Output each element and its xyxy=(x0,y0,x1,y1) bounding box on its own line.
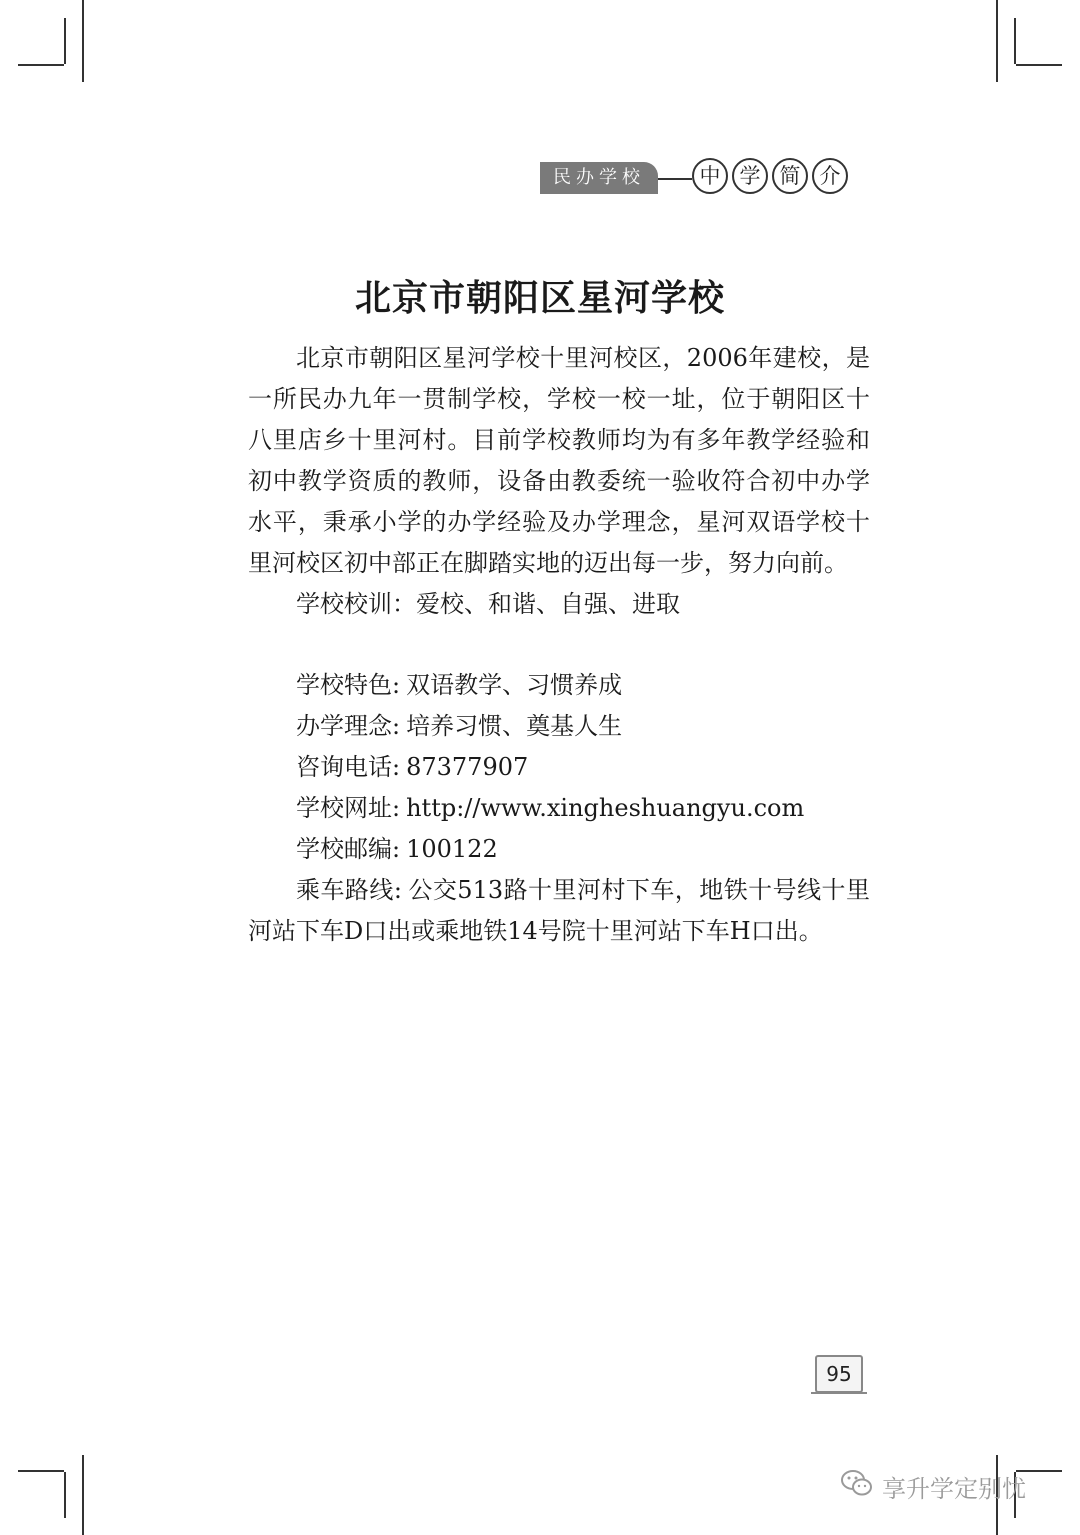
header-circle-char: 中 xyxy=(692,158,728,194)
info-label: 学校网址: xyxy=(296,794,401,822)
crop-mark-tl-v xyxy=(82,0,84,82)
info-label: 学校特色: xyxy=(296,671,401,699)
info-row-postcode xyxy=(248,829,870,870)
info-value: http://www.xingheshuangyu.com xyxy=(406,794,805,822)
info-list xyxy=(248,665,870,952)
crop-mark-bl-v2 xyxy=(64,1472,66,1518)
header-connector-line xyxy=(658,178,692,180)
section-tab: 民办学校 xyxy=(540,162,658,194)
intro-paragraph: 北京市朝阳区星河学校十里河校区，2006年建校，是一所民办九年一贯制学校，学校一校一址，位于朝阳区十八里店乡十里河村。目前学校教师均为有多年教学经验和初中教学资质的教师，设备由教委统一验收符合初中办学水平，秉承小学的办学经验及办学理念，星河双语学校十里河校区初中部正在脚踏实地的迈出每一步，努力向前。 xyxy=(248,344,870,577)
info-value: 100122 xyxy=(406,835,498,863)
info-value: 87377907 xyxy=(406,753,529,781)
crop-mark-tr-v2 xyxy=(1014,18,1016,64)
info-label: 乘车路线: xyxy=(296,876,402,904)
header-circle-char: 介 xyxy=(812,158,848,194)
info-value: 培养习惯、奠基人生 xyxy=(406,712,623,740)
crop-mark-tr-h xyxy=(1016,64,1062,66)
info-label: 办学理念: xyxy=(296,712,401,740)
info-value: 公交513路十里河村下车，地铁十号线十里河站下车D口出或乘地铁14号院十里河站下车H口出。 xyxy=(248,876,870,945)
info-row-transit xyxy=(248,870,870,952)
page-number-book-base xyxy=(811,1392,867,1398)
crop-mark-bl-v xyxy=(82,1455,84,1535)
header-circle-chars xyxy=(692,158,848,194)
info-row-feature xyxy=(248,665,870,706)
running-header xyxy=(540,158,870,198)
info-value: 双语教学、习惯养成 xyxy=(406,671,623,699)
crop-mark-tl-v2 xyxy=(64,18,66,64)
info-row-phone xyxy=(248,747,870,788)
header-circle-char: 简 xyxy=(772,158,808,194)
crop-mark-tl-h xyxy=(18,64,64,66)
crop-mark-tr-v xyxy=(996,0,998,82)
header-circle-char: 学 xyxy=(732,158,768,194)
info-label: 咨询电话: xyxy=(296,753,401,781)
wechat-icon xyxy=(840,1468,874,1504)
info-row-website xyxy=(248,788,870,829)
info-row-philosophy xyxy=(248,706,870,747)
page-number: 95 xyxy=(815,1355,863,1393)
info-label: 学校邮编: xyxy=(296,835,401,863)
crop-mark-bl-h xyxy=(18,1470,64,1472)
article-body xyxy=(248,338,870,952)
watermark-text: 享升学定别忧 xyxy=(882,1474,1026,1503)
school-motto: 学校校训：爱校、和谐、自强、进取 xyxy=(296,590,680,618)
page-title: 北京市朝阳区星河学校 xyxy=(354,278,725,319)
watermark xyxy=(840,1468,1026,1504)
